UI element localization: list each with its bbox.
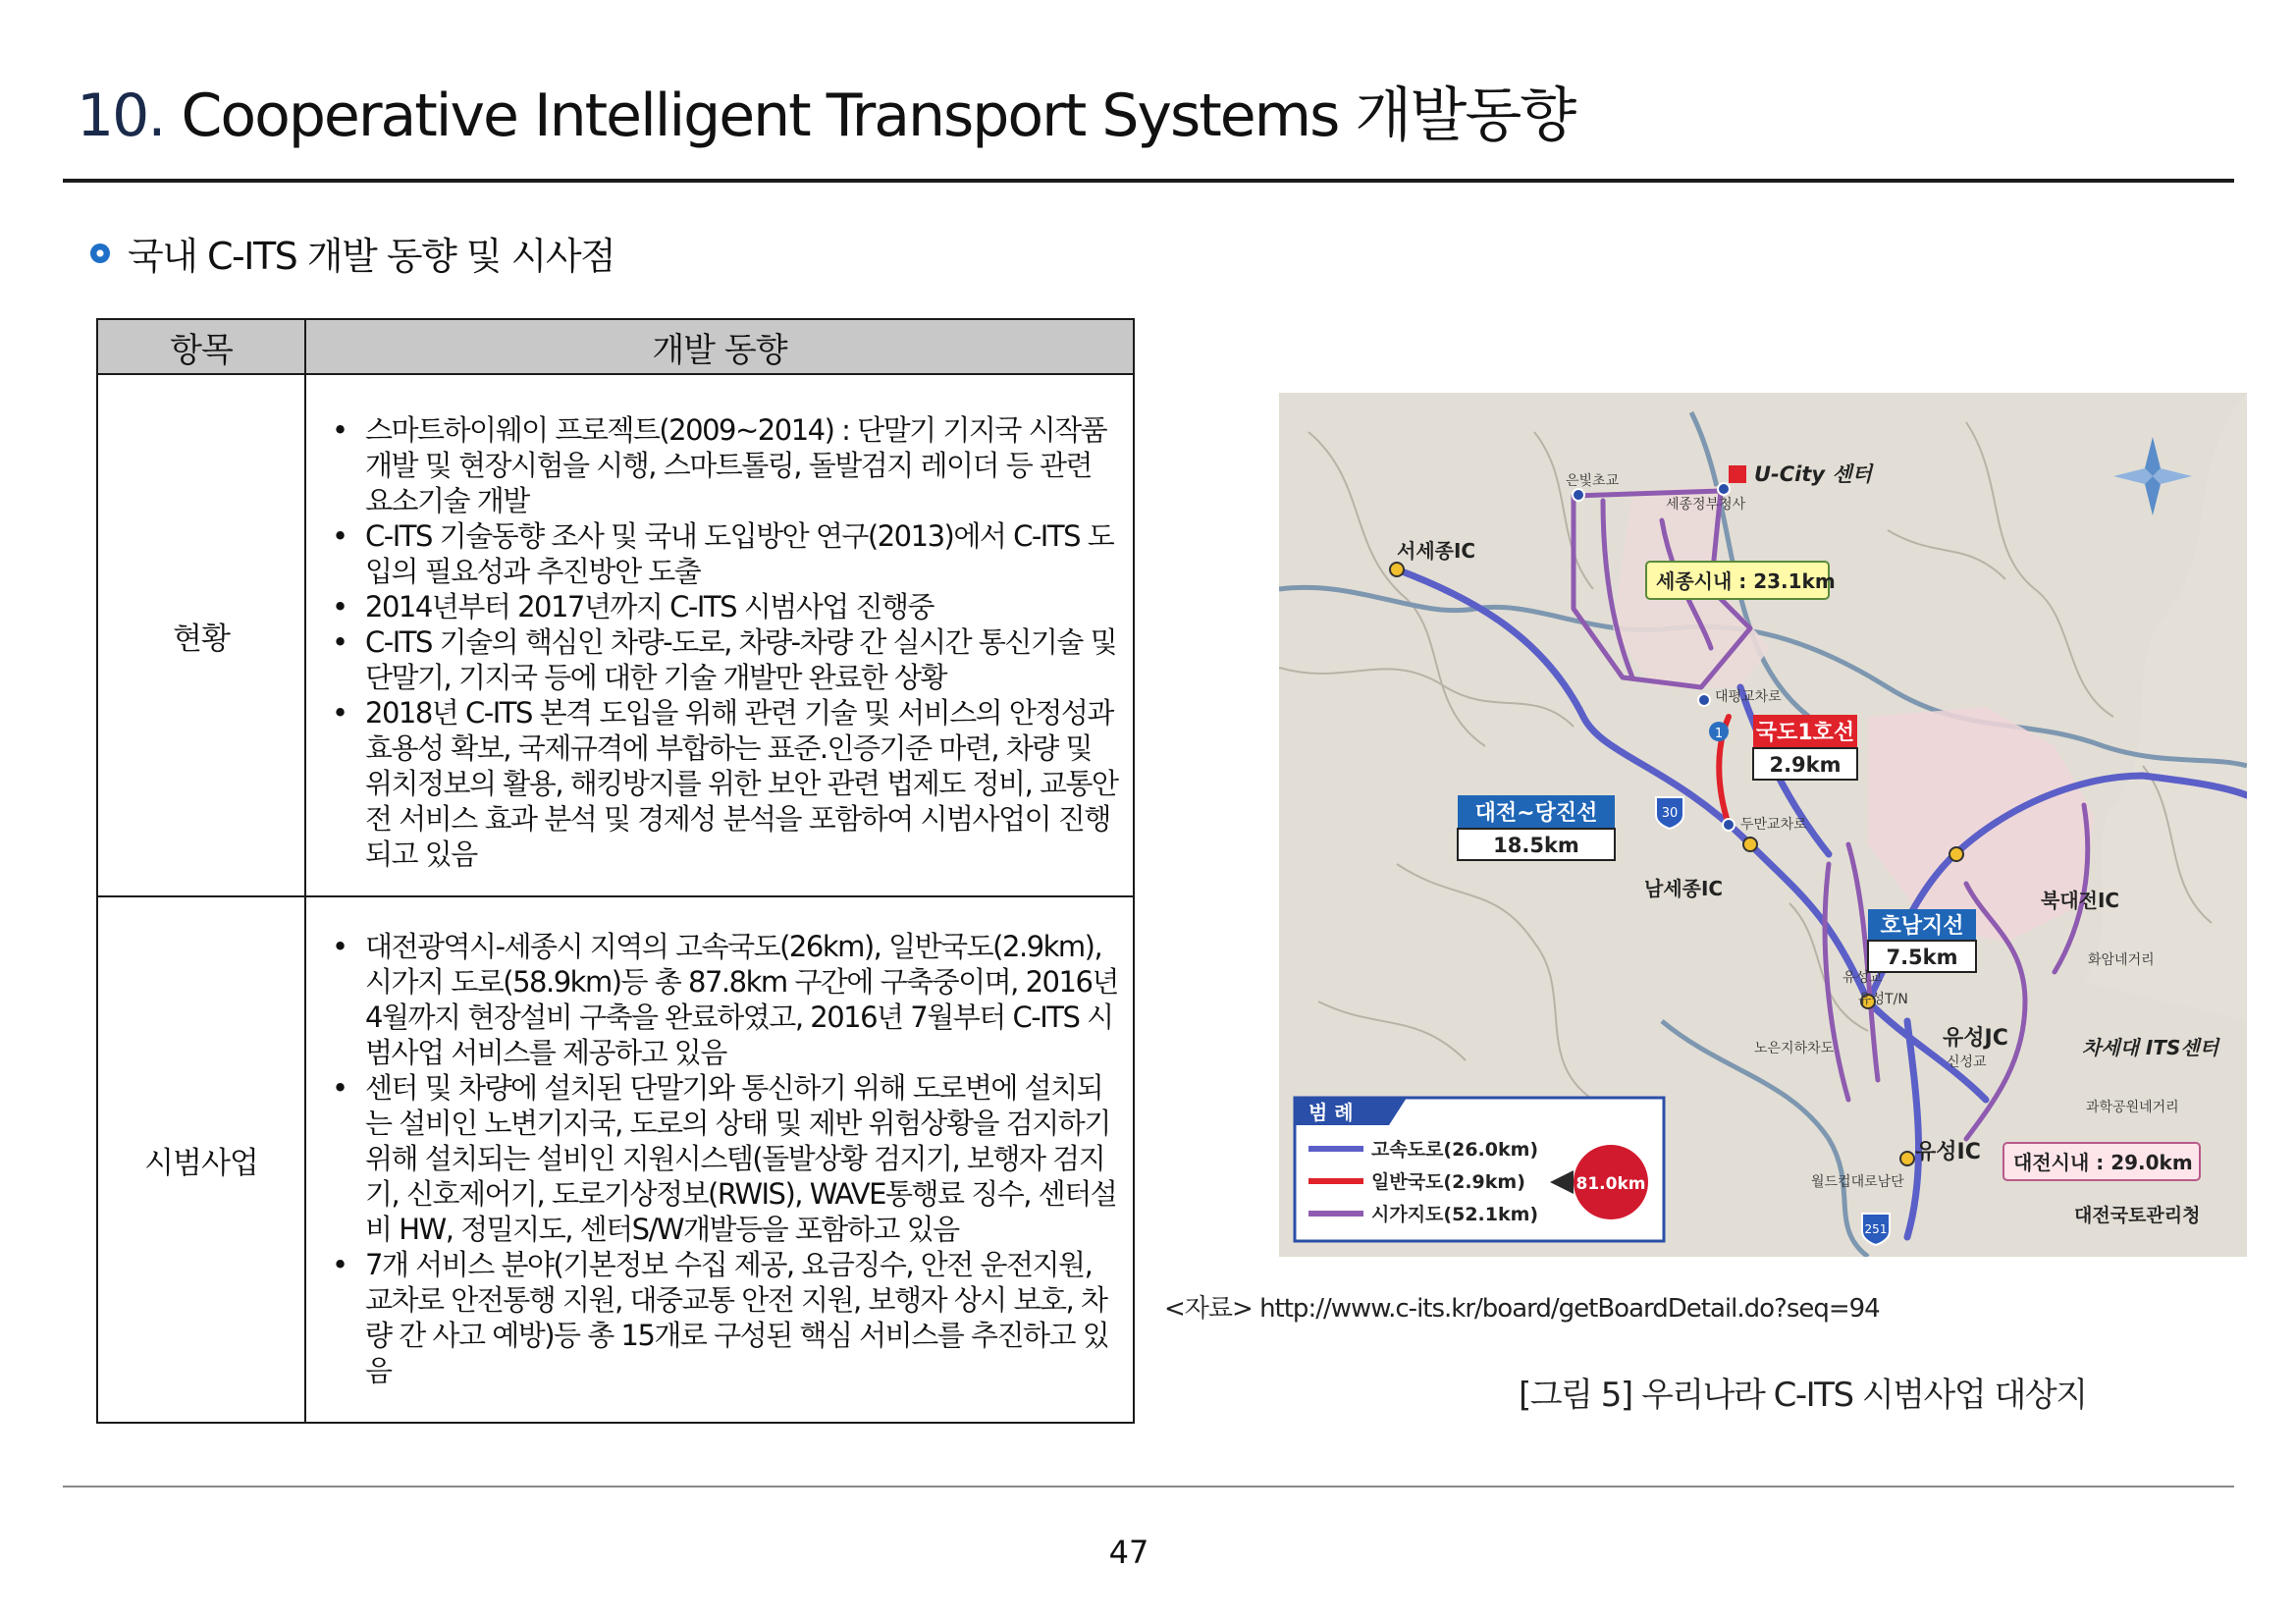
- map-label-honam: 호남지선: [1880, 914, 1964, 939]
- map-label-sejong-city: 세종시내 : 23.1km: [1656, 569, 1836, 593]
- list-item: • 센터 및 차량에 설치된 단말기와 통신하기 위해 도로변에 설치되는 설비인 노변기지국, 도로의 상태 및 제반 위험상황을 검지하기 위해 설치되는 설비인 지원시스템(돌발상황 검지기, 보행자 검지기, 신호제어기, 도로기상정보(RWIS), WAVE통행료 징수, 센터설비 HW, 정밀지도, 센터S/W개발등을 포함하고 있음: [332, 1070, 1119, 1247]
- map-label-land-office: 대전국토관리청: [2074, 1205, 2201, 1226]
- development-trend-table: [96, 318, 1135, 1424]
- map-label-daejeon-city: 대전시내 : 29.0km: [2013, 1151, 2193, 1174]
- page-title: [77, 81, 1575, 150]
- list-item: • 2014년부터 2017년까지 C-ITS 시범사업 진행중: [332, 589, 1119, 624]
- legend-total-label: 81.0km: [1575, 1174, 1646, 1194]
- shield-30-label: 30: [1661, 806, 1679, 821]
- page-number: 47: [1108, 1534, 1149, 1571]
- footer-divider: [63, 1486, 2234, 1488]
- map-label-daejeon-dangjin: 대전~당진선: [1474, 801, 1598, 826]
- title-text: Cooperative Intelligent Transport Systems 개발동향: [181, 81, 1575, 150]
- map-label-ucity: U-City 센터: [1754, 462, 1872, 486]
- legend-label-expressway: 고속도로(26.0km): [1371, 1139, 1539, 1161]
- table-header-row: [97, 319, 1134, 374]
- map-label-sinseong: 신성교: [1947, 1055, 1987, 1070]
- map-label-dumanri: 두만교차로: [1740, 817, 1807, 833]
- map-label-daedeok-center: 차세대 ITS센터: [2082, 1036, 2219, 1059]
- map-label-national-route-km: 2.9km: [1769, 753, 1842, 777]
- map-label-noeun: 노은지하차도: [1754, 1041, 1835, 1056]
- map-label-science-park: 과학공원네거리: [2086, 1100, 2179, 1115]
- table-row: [97, 374, 1134, 896]
- shield-1-label: 1: [1714, 727, 1724, 741]
- row-content-status: [305, 374, 1134, 896]
- shield-251-label: 251: [1864, 1222, 1888, 1236]
- list-item: • 2018년 C-ITS 본격 도입을 위해 관련 기술 및 서비스의 안정성과 효용성 확보, 국제규격에 부합하는 표준.인증기준 마련, 차량 및 위치정보의 활용, 해킹방지를 위한 보안 관련 법제도 정비, 교통안전 서비스 효과 분석 및 경제성 분석을 포함하여 시범사업이 진행되고 있음: [332, 695, 1119, 872]
- legend-label-urban: 시가지도(52.1km): [1371, 1204, 1539, 1225]
- circle-bullet-icon: [90, 243, 110, 263]
- map-label-eunpil: 은빛초교: [1566, 473, 1620, 489]
- map-label-honam-km: 7.5km: [1886, 946, 1958, 969]
- status-bullet-list: [306, 375, 1133, 872]
- list-item: • C-ITS 기술동향 조사 및 국내 도입방안 연구(2013)에서 C-ITS 도입의 필요성과 추진방안 도출: [332, 518, 1119, 589]
- map-label-national-route: 국도1호선: [1755, 721, 1855, 745]
- map-label-nam-sejong-ic: 남세종IC: [1644, 877, 1724, 900]
- map-label-yuseong-tn: 유성T/N: [1858, 992, 1908, 1007]
- title-divider: [63, 179, 2234, 183]
- ucity-center-icon: [1729, 465, 1746, 483]
- map-label-yuseong-ic: 유성IC: [1915, 1140, 1981, 1164]
- map-label-seosejong-ic: 서세종IC: [1397, 539, 1476, 563]
- pilot-bullet-list: [306, 897, 1133, 1388]
- legend-title: 범 례: [1308, 1101, 1354, 1124]
- column-header-item: 항목: [97, 319, 305, 374]
- map-label-buk-daejeon-ic: 북대전IC: [2041, 889, 2120, 912]
- map-label-daejeon-dangjin-km: 18.5km: [1493, 834, 1579, 857]
- title-number: 10.: [77, 81, 165, 150]
- map-label-world-cup: 월드컵대로남단: [1811, 1174, 1904, 1190]
- list-item: • 대전광역시-세종시 지역의 고속국도(26km), 일반국도(2.9km), 시가지 도로(58.9km)등 총 87.8km 구간에 구축중이며, 2016년 4월까지 현장설비 구축을 완료하였고, 2016년 7월부터 C-ITS 시범사업 서비스를 제공하고 있음: [332, 929, 1119, 1070]
- column-header-trend: 개발 동향: [305, 319, 1134, 374]
- section-heading: [90, 226, 614, 280]
- table-row: [97, 896, 1134, 1423]
- map-label-daepyeong: 대평교차로: [1715, 689, 1782, 705]
- map-legend: [1295, 1098, 1664, 1241]
- map-label-yuseonggyo: 유성교: [1842, 970, 1883, 986]
- legend-label-national: 일반국도(2.9km): [1371, 1171, 1525, 1193]
- row-label-status: 현황: [97, 374, 305, 896]
- list-item: • 7개 서비스 분야(기본정보 수집 제공, 요금징수, 안전 운전지원, 교차로 안전통행 지원, 대중교통 안전 지원, 보행자 상시 보호, 차량 간 사고 예방)등 총 15개로 구성된 핵심 서비스를 추진하고 있음: [332, 1247, 1119, 1388]
- pilot-site-map: [1279, 393, 2247, 1257]
- list-item: • C-ITS 기술의 핵심인 차량-도로, 차량-차량 간 실시간 통신기술 및 단말기, 기지국 등에 대한 기술 개발만 완료한 상황: [332, 624, 1119, 695]
- map-source: <자료> http://www.c-its.kr/board/getBoardDetail.do?seq=94: [1164, 1294, 1880, 1324]
- figure-caption: [그림 5] 우리나라 C-ITS 시범사업 대상지: [1519, 1376, 2087, 1415]
- row-content-pilot: [305, 896, 1134, 1423]
- section-heading-text: 국내 C-ITS 개발 동향 및 시사점: [128, 235, 615, 278]
- map-label-hwaam: 화암네거리: [2088, 952, 2155, 968]
- row-label-pilot: 시범사업: [97, 896, 305, 1423]
- map-label-yuseong-jc: 유성JC: [1943, 1026, 2008, 1051]
- list-item: • 스마트하이웨이 프로젝트(2009~2014) : 단말기 기지국 시작품 개발 및 현장시험을 시행, 스마트톨링, 돌발검지 레이더 등 관련 요소기술 개발: [332, 412, 1119, 518]
- map-label-sejong-gov: 세종정부청사: [1666, 497, 1746, 513]
